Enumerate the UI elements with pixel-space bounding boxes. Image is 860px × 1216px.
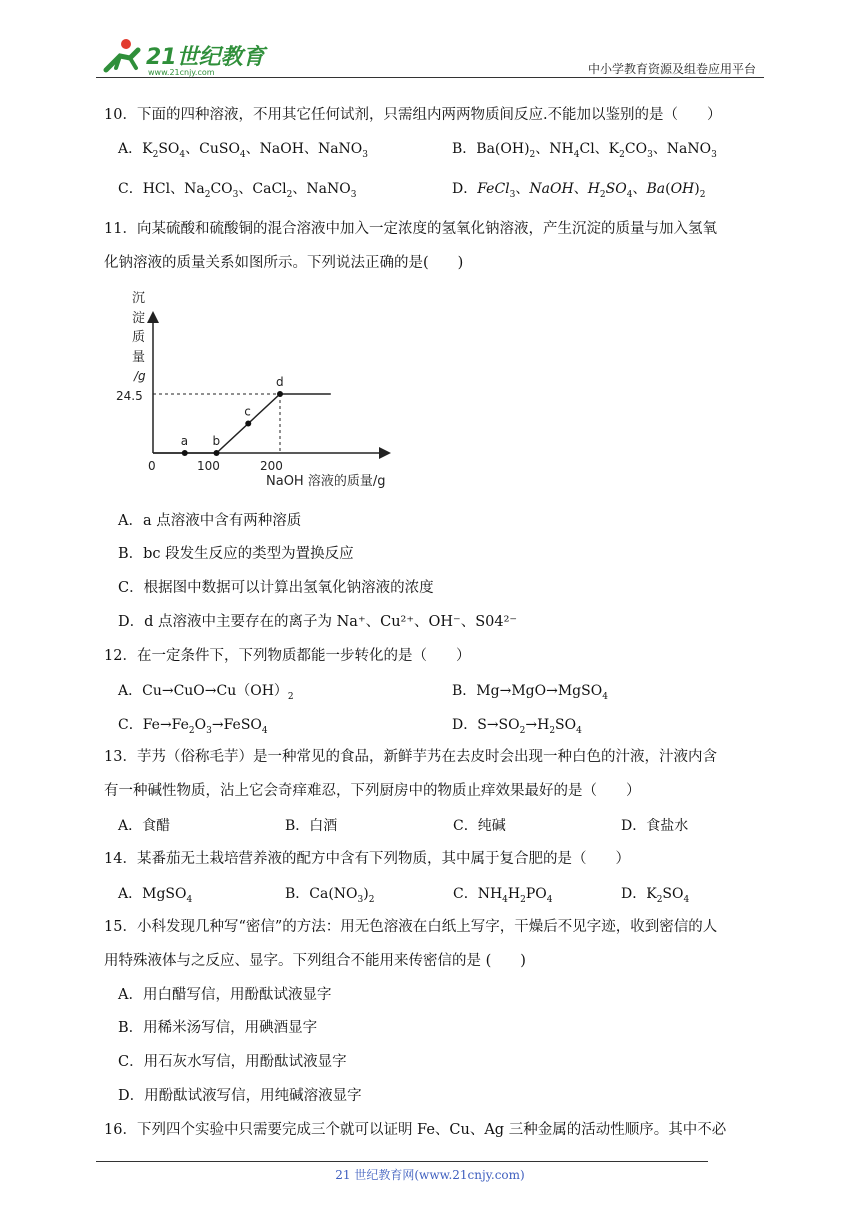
point-label-d: d (276, 375, 284, 389)
q14-option-d[interactable]: D．$K_2SO_4$ (621, 886, 690, 905)
q13-option-c[interactable]: C．纯碱 (453, 818, 506, 834)
y-axis-label-4: 量 (132, 350, 146, 365)
q12-stem: 12．在一定条件下，下列物质都能一步转化的是（ ） (104, 648, 471, 664)
site-logo (96, 34, 266, 78)
q11-option-c[interactable]: C．根据图中数据可以计算出氢氧化钠溶液的浓度 (118, 580, 434, 596)
x-tick-200: 200 (260, 459, 283, 473)
q10-option-b[interactable]: B．$Ba(OH)_2$、$NH_4Cl$、$K_2CO_3$、NaNO$_3$ (452, 141, 717, 160)
q10-option-a[interactable]: A．$K_2SO_4$、CuSO$_4$、NaOH、NaNO$_3$ (118, 141, 368, 160)
point-a (182, 450, 188, 456)
q13-stem-line1: 13．芋艿（俗称毛芋）是一种常见的食品，新鲜芋艿在去皮时会出现一种白色的汁液，汁液内含 (104, 749, 717, 765)
point-d (277, 391, 283, 397)
q14-stem: 14．某番茄无土栽培营养液的配方中含有下列物质，其中属于复合肥的是（ ） (104, 851, 630, 867)
q10-stem: 10．下面的四种溶液，不用其它任何试剂，只需组内两两物质间反应.不能加以鉴别的是（ ） (104, 107, 722, 123)
q11-option-b[interactable]: B．bc 段发生反应的类型为置换反应 (118, 546, 354, 562)
q11-chart (116, 284, 410, 494)
point-b (214, 450, 220, 456)
q11-option-d[interactable]: D．d 点溶液中主要存在的离子为 Na⁺、Cu²⁺、OH⁻、S04²⁻ (118, 614, 518, 630)
q12-option-a[interactable]: A．$Cu\to CuO\to Cu(OH)_2$ (118, 683, 294, 702)
y-tick-24-5: 24.5 (116, 389, 143, 403)
q10-options-row2 (118, 178, 768, 208)
q14-options-row (118, 883, 768, 913)
q10-option-c[interactable]: C．HCl、$Na_2CO_3$、CaCl$_2$、NaNO$_3$ (118, 181, 357, 200)
q15-option-b[interactable]: B．用稀米汤写信，用碘酒显字 (118, 1020, 318, 1036)
q12-options-row1 (118, 680, 768, 710)
point-label-a: a (180, 434, 189, 448)
q13-stem-line2: 有一种碱性物质，沾上它会奇痒难忍，下列厨房中的物质止痒效果最好的是（ ） (104, 783, 641, 799)
x-tick-0: 0 (148, 459, 156, 473)
q13-option-b[interactable]: B．白酒 (285, 818, 338, 834)
q14-option-c[interactable]: C．$NH_4H_2PO_4$ (453, 886, 553, 905)
q16-stem: 16．下列四个实验中只需要完成三个就可以证明 Fe、Cu、Ag 三种金属的活动性顺序。其中不必 (104, 1122, 727, 1138)
q12-option-c[interactable]: C．$Fe\to Fe_2O_3\to FeSO_4$ (118, 717, 268, 736)
q15-option-a[interactable]: A．用白醋写信，用酚酞试液显字 (118, 987, 332, 1003)
q15-stem-line2: 用特殊液体与之反应、显字。下列组合不能用来传密信的是 ( ) (104, 953, 526, 969)
q12-option-b[interactable]: B．Mg→MgO→MgSO$_4$ (452, 683, 608, 702)
q12-options-row2 (118, 714, 768, 744)
q15-option-d[interactable]: D．用酚酞试液写信，用纯碱溶液显字 (118, 1088, 362, 1104)
y-axis-label-2: 淀 (132, 311, 146, 326)
q14-option-a[interactable]: A．MgSO$_4$ (118, 886, 193, 905)
point-c (245, 421, 251, 427)
runner-logo-icon (106, 39, 138, 70)
q14-option-b[interactable]: B．$Ca(NO_3)_2$ (285, 886, 375, 905)
point-label-b: b (212, 434, 221, 448)
y-axis-label-3: 质 (132, 330, 146, 345)
logo-subtext: www.21cnjy.com (148, 68, 215, 77)
y-axis-unit: /g (134, 369, 146, 383)
logo-text: 21世纪教育 (146, 45, 265, 70)
header-divider (96, 77, 764, 78)
x-tick-100: 100 (197, 459, 220, 473)
footer-text: 21 世纪教育网(www.21cnjy.com) (335, 1168, 525, 1182)
q11-option-a[interactable]: A．a 点溶液中含有两种溶质 (118, 513, 302, 529)
q11-stem-line2: 化钠溶液的质量关系如图所示。下列说法正确的是( ) (104, 255, 464, 271)
q13-option-a[interactable]: A．食醋 (118, 818, 171, 834)
q10-option-d[interactable]: D．FeCl$_3$、NaOH、$H_2SO_4$、$Ba(OH)_2$ (452, 181, 706, 200)
y-axis-label-1: 沉 (132, 291, 146, 306)
q13-options-row (118, 815, 768, 845)
precipitate-line (153, 394, 331, 453)
q11-stem-line1: 11．向某硫酸和硫酸铜的混合溶液中加入一定浓度的氢氧化钠溶液，产生沉淀的质量与加入氢氧 (104, 221, 717, 237)
q10-options-row1 (118, 138, 768, 168)
header-platform-name: 中小学教育资源及组卷应用平台 (587, 62, 756, 76)
footer-divider (96, 1161, 708, 1162)
q13-option-d[interactable]: D．食盐水 (621, 818, 689, 834)
q12-option-d[interactable]: D．$S\to SO_2\to H_2SO_4$ (452, 717, 582, 736)
point-label-c: c (244, 404, 251, 419)
q15-stem-line1: 15．小科发现几种写“密信”的方法：用无色溶液在白纸上写字，干燥后不见字迹，收到密信的人 (104, 919, 718, 935)
q15-option-c[interactable]: C．用石灰水写信，用酚酞试液显字 (118, 1054, 347, 1070)
x-axis-label: NaOH 溶液的质量/g (266, 474, 386, 489)
